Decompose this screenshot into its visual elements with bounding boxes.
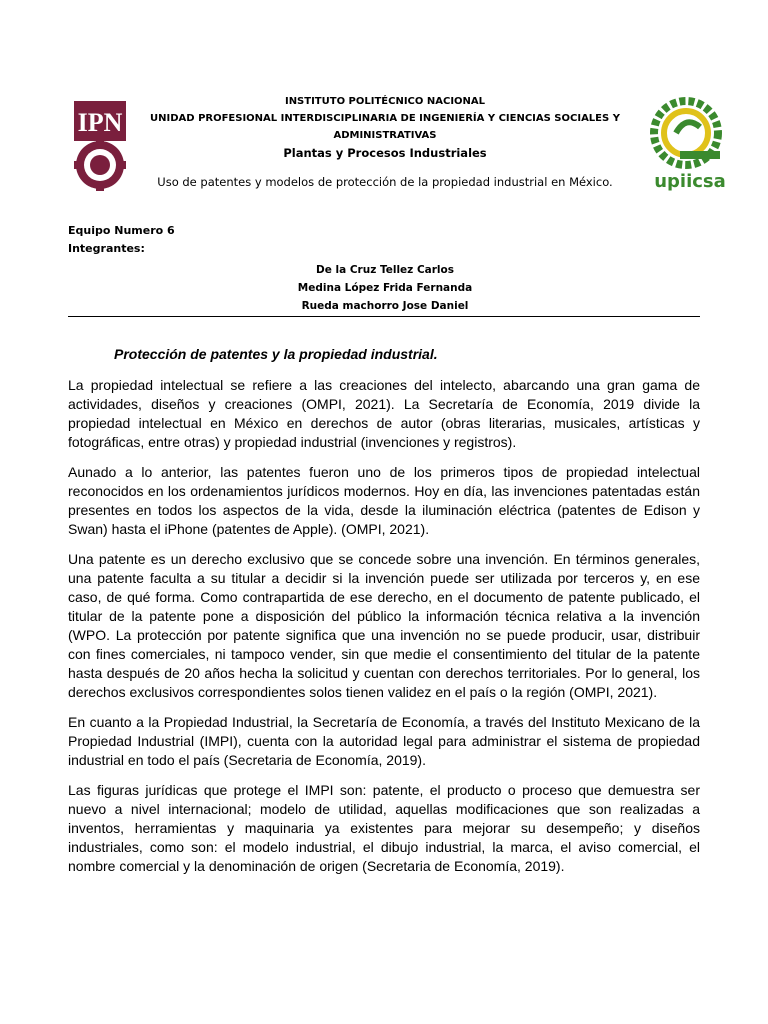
unit-name-line1: UNIDAD PROFESIONAL INTERDISCIPLINARIA DE INGENIERÍA Y CIENCIAS SOCIALES Y <box>150 113 620 124</box>
body-text <box>68 376 700 887</box>
institution-name: INSTITUTO POLITÉCNICO NACIONAL <box>284 96 486 107</box>
team-number: Equipo Numero 6 <box>68 224 175 237</box>
ipn-logo <box>68 97 132 195</box>
document-title: Uso de patentes y modelos de protección de la propiedad industrial en México. <box>157 175 613 189</box>
team-info <box>68 222 175 258</box>
svg-text:IPN: IPN <box>77 108 123 137</box>
horizontal-rule <box>68 316 700 317</box>
section-title: Protección de patentes y la propiedad industrial. <box>114 346 438 362</box>
unit-name-line2: ADMINISTRATIVAS <box>333 130 437 141</box>
paragraph: Las figuras jurídicas que protege el IMPI son: patente, el producto o proceso que demuestra ser nuevo a nivel internacional; modelo de utilidad, aquellas modificaciones que son realizadas a inventos, herramientas y maquinaria ya existentes para mejorar su desempeño; y diseños industriales, como son: el modelo industrial, el dibujo industrial, la marca, el aviso comercial, el nombre comercial y la denominación de origen (Secretaria de Economía, 2019). <box>68 782 700 874</box>
course-name: Plantas y Procesos Industriales <box>283 146 487 160</box>
members-label: Integrantes: <box>68 242 145 255</box>
upiicsa-logo <box>646 93 734 193</box>
paragraph: Una patente es un derecho exclusivo que se concede sobre una invención. En términos generales, una patente faculta a su titular a decidir si la invención puede ser utilizada por terceros y, en ese caso, de qué forma. Como contrapartida de ese derecho, en el documento de patente publicado, el titular de la patente pone a disposición del público la información técnica relativa a la invención (WPO. La protección por patente significa que una invención no se puede producir, usar, distribuir con fines comerciales, ni tampoco vender, sin que medie el consentimiento del titular de la patente hasta después de 20 años hecha la solicitud y cuentan con derechos territoriales. Por lo general, los derechos exclusivos correspondientes solos tienen validez en el país o la región (OMPI, 2021). <box>68 551 700 700</box>
member-name: Rueda machorro Jose Daniel <box>301 300 469 312</box>
svg-text:upiicsa: upiicsa <box>654 171 726 192</box>
member-name: De la Cruz Tellez Carlos <box>316 264 454 276</box>
members-list <box>250 261 520 315</box>
paragraph: En cuanto a la Propiedad Industrial, la Secretaría de Economía, a través del Instituto Mexicano de la Propiedad Industrial (IMPI), cuenta con la autoridad legal para administrar el sistema de propiedad industrial en todo el país (Secretaria de Economía, 2019). <box>68 714 700 768</box>
paragraph: Aunado a lo anterior, las patentes fueron uno de los primeros tipos de propiedad intelectual reconocidos en los ordenamientos jurídicos modernos. Hoy en día, las invenciones patentadas están presentes en todos los aspectos de la vida, desde la iluminación eléctrica (patentes de Edison y Swan) hasta el iPhone (patentes de Apple). (OMPI, 2021). <box>68 464 700 537</box>
paragraph: La propiedad intelectual se refiere a las creaciones del intelecto, abarcando una gran gama de actividades, diseños y creaciones (OMPI, 2021). La Secretaría de Economía, 2019 divide la propiedad intelectual en México en derechos de autor (obras literarias, musicales, artísticas y fotográficas, entre otras) y propiedad industrial (invenciones y registros). <box>68 377 700 450</box>
header-block <box>150 93 620 162</box>
member-name: Medina López Frida Fernanda <box>297 282 473 294</box>
